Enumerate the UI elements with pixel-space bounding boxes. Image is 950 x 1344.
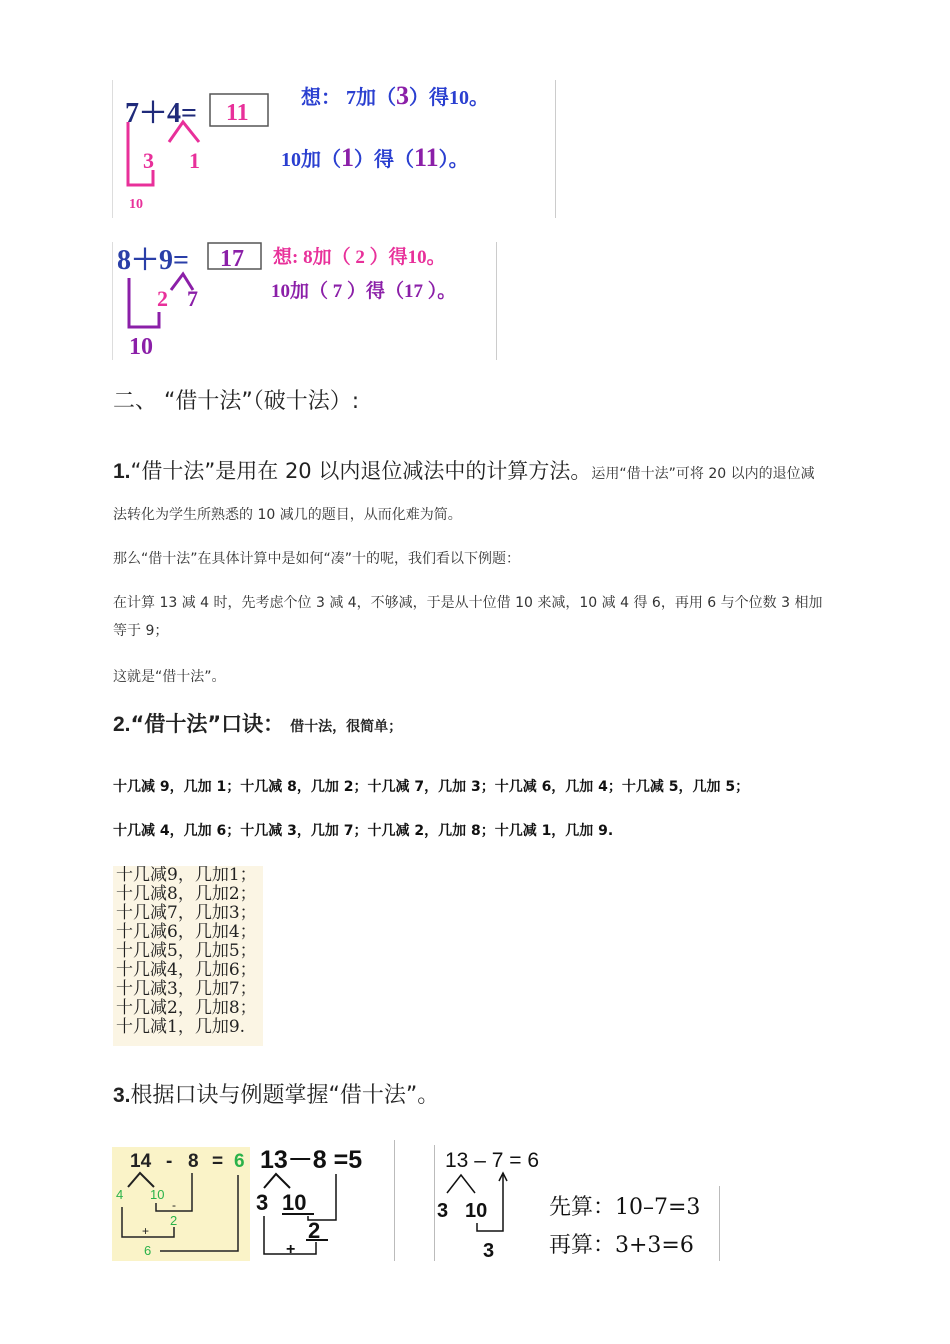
answer-value: 17 — [220, 246, 244, 272]
ten-label: 10 — [129, 334, 153, 360]
mnemonic-line-2: 十几减 4，几加 6；十几减 3，几加 7；十几减 2，几加 8；十几减 1，几加 9. — [113, 823, 614, 839]
paragraph-1-lead: “借十法”是用在 20 以内退位减法中的计算方法。 — [130, 459, 592, 483]
expr: 13 – 7 = 6 — [445, 1149, 539, 1172]
figure-8-plus-9 — [112, 242, 497, 360]
expr-eq: = — [212, 1151, 224, 1172]
equation-left: 7＋4= — [125, 98, 197, 129]
split-ten: 10 — [465, 1200, 488, 1222]
plus-sign: + — [286, 1241, 296, 1258]
rhyme-row: 十几减5，几加5； — [116, 941, 257, 961]
split-ten: 10 — [282, 1190, 307, 1215]
heading-3-text: 根据口诀与例题掌握“借十法”。 — [130, 1083, 440, 1108]
ten-label: 10 — [129, 197, 143, 212]
example-13-minus-7 — [434, 1145, 549, 1261]
think-line-1: 想: 8加（ 2 ）得10。 — [273, 247, 446, 268]
paragraph-1-line-2: 法转化为学生所熟悉的 10 减几的题目，从而化难为简。 — [113, 507, 462, 523]
split-right: 1 — [189, 148, 200, 173]
split-left: 3 — [143, 148, 154, 173]
rhyme-row: 十几减8，几加2； — [116, 884, 257, 904]
heading-3-practice — [113, 1078, 439, 1109]
think-line-1: 想： 7加（3）得10。 — [301, 81, 489, 110]
expr-result: 6 — [234, 1151, 245, 1172]
rhyme-row: 十几减2，几加8； — [116, 998, 257, 1018]
think-line-2: 10加（ 7 ）得（17 ）。 — [271, 281, 457, 302]
split-branch — [128, 1173, 154, 1187]
equation-left: 8＋9= — [117, 245, 189, 276]
split-three: 3 — [437, 1200, 449, 1222]
mnemonic-line-1: 十几减 9，几加 1；十几减 8，几加 2；十几减 7，几加 3；十几减 6，几加 4；十几减 5，几加 5； — [113, 779, 750, 795]
split-branch — [264, 1174, 290, 1188]
bottom-three: 3 — [483, 1240, 495, 1261]
paragraph-4: 这就是“借十法”。 — [113, 669, 226, 685]
item-number-2: 2. — [113, 713, 131, 736]
heading-2-text: “借十法”口诀： — [130, 712, 285, 736]
item-number-1: 1. — [113, 460, 131, 483]
example-steps — [547, 1186, 720, 1261]
diff-two: 2 — [308, 1218, 321, 1243]
answer-value: 11 — [226, 100, 249, 126]
split-right: 7 — [187, 286, 198, 311]
step-2: 再算：3+3=6 — [549, 1233, 694, 1258]
expr-op: - — [166, 1151, 173, 1172]
expr: 13－8 =5 — [260, 1146, 363, 1174]
split-left: 4 — [116, 1187, 124, 1202]
paragraph-3-line-2: 等于 9； — [113, 623, 169, 639]
figure-7-plus-4 — [112, 80, 556, 218]
rhyme-row: 十几减3，几加7； — [116, 979, 257, 999]
minus-sign: - — [172, 1198, 176, 1212]
heading-2-mnemonic — [113, 708, 402, 738]
diff-two: 2 — [170, 1213, 178, 1228]
split-ten: 10 — [150, 1187, 165, 1202]
rhyme-row: 十几减6，几加4； — [116, 922, 257, 942]
example-13-minus-8 — [250, 1140, 395, 1261]
plus-sign: + — [142, 1224, 150, 1238]
mnemonic-rhyme-image — [113, 866, 263, 1046]
think-line-2: 10加（1）得（11）。 — [281, 143, 469, 172]
paragraph-1-small: 运用“借十法”可将 20 以内的退位减 — [591, 466, 815, 482]
expr-a: 14 — [130, 1151, 152, 1172]
heading-2-small: 借十法，很简单； — [290, 719, 403, 735]
paragraph-3-line-1: 在计算 13 减 4 时，先考虑个位 3 减 4，不够减，于是从十位借 10 来减，10 减 4 得 6，再用 6 与个位数 3 相加 — [113, 595, 823, 611]
item-number-3: 3. — [113, 1084, 131, 1107]
example-14-minus-8 — [112, 1147, 250, 1261]
rhyme-row: 十几减1，几加9. — [116, 1017, 246, 1037]
paragraph-1-line-1 — [113, 455, 815, 485]
split-left: 2 — [157, 286, 168, 311]
section-heading-borrow-ten: 二、 “借十法”（破十法）: — [113, 389, 360, 414]
split-three: 3 — [256, 1190, 269, 1215]
split-branch — [447, 1175, 475, 1193]
step-1: 先算：10–7=3 — [549, 1195, 701, 1220]
rhyme-row: 十几减4，几加6； — [116, 960, 257, 980]
expr-b: 8 — [188, 1151, 199, 1172]
rhyme-row: 十几减9，几加1； — [116, 866, 257, 885]
sum-six: 6 — [144, 1243, 152, 1258]
paragraph-2: 那么“借十法”在具体计算中是如何“凑”十的呢，我们看以下例题： — [113, 551, 521, 567]
ten-bracket — [129, 278, 159, 327]
rhyme-row: 十几减7，几加3； — [116, 903, 257, 923]
